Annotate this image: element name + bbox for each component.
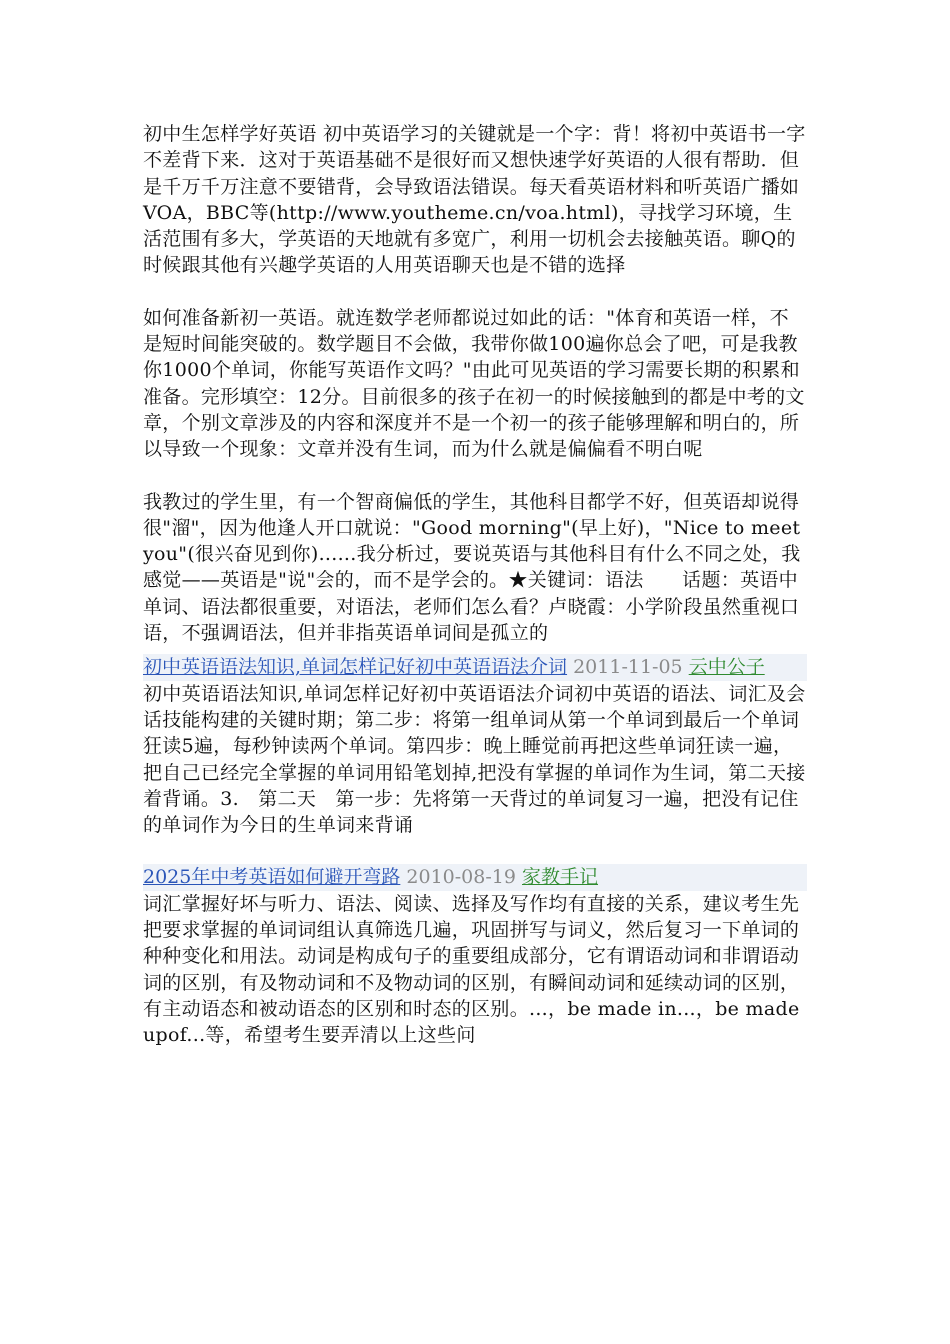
result-header xyxy=(143,654,807,680)
paragraph-spacer xyxy=(143,838,807,864)
result-source-link[interactable]: 家教手记 xyxy=(522,866,599,889)
result-snippet: 初中英语语法知识,单词怎样记好初中英语语法介词初中英语的语法、词汇及会话技能构建的关键时期；第二步：将第一组单词从第一个单词到最后一个单词狂读5遍，每秒钟读两个单词。第四步：晚上睡觉前再把这些单词狂读一遍，把自己已经完全掌握的单词用铅笔划掉,把没有掌握的单词作为生词，第二天接着背诵。3. 第二天 第一步：先将第一天背过的单词复习一遍，把没有记住的单词作为今日的生单词来背诵 xyxy=(143,682,806,837)
document-page xyxy=(143,121,807,1049)
paragraph-spacer xyxy=(143,279,807,305)
paragraph: 初中生怎样学好英语 初中英语学习的关键就是一个字：背！将初中英语书一字不差背下来．这对于英语基础不是很好而又想快速学好英语的人很有帮助．但是千万千万注意不要错背，会导致语法错误。每天看英语材料和听英语广播如VOA，BBC等(http://www.youtheme.cn/voa.html)，寻找学习环境，生活范围有多大，学英语的天地就有多宽广，利用一切机会去接触英语。聊Q的时候跟其他有兴趣学英语的人用英语聊天也是不错的选择 xyxy=(143,123,806,277)
result-date: 2010-08-19 xyxy=(406,866,516,889)
search-result xyxy=(143,864,807,1048)
search-result xyxy=(143,654,807,838)
result-header xyxy=(143,864,807,890)
result-date: 2011-11-05 xyxy=(573,656,683,679)
result-source-link[interactable]: 云中公子 xyxy=(688,656,765,679)
paragraph: 我教过的学生里，有一个智商偏低的学生，其他科目都学不好，但英语却说得很"溜"，因为他逢人开口就说："Good morning"(早上好)，"Nice to meet you"(很兴奋见到你)......我分析过，要说英语与其他科目有什么不同之处，我感觉——英语是"说"会的，而不是学会的。★关键词：语法 话题：英语中单词、语法都很重要，对语法，老师们怎么看？卢晓霞：小学阶段虽然重视口语，不强调语法，但并非指英语单词间是孤立的 xyxy=(143,490,801,645)
paragraph: 如何准备新初一英语。就连数学老师都说过如此的话："体育和英语一样，不是短时间能突破的。数学题目不会做，我带你做100遍你总会了吧，可是我教你1000个单词，你能写英语作文吗？"由此可见英语的学习需要长期的积累和准备。完形填空：12分。目前很多的孩子在初一的时候接触到的都是中考的文章，个别文章涉及的内容和深度并不是一个初一的孩子能够理解和明白的，所以导致一个现象：文章并没有生词，而为什么就是偏偏看不明白呢 xyxy=(143,306,805,461)
result-title-link[interactable]: 2025年中考英语如何避开弯路 xyxy=(143,866,401,889)
result-snippet: 词汇掌握好坏与听力、语法、阅读、选择及写作均有直接的关系，建议考生先把要求掌握的单词词组认真筛选几遍，巩固拼写与词义，然后复习一下单词的种种变化和用法。动词是构成句子的重要组成部分，它有谓语动词和非谓语动词的区别，有及物动词和不及物动词的区别，有瞬间动词和延续动词的区别，有主动语态和被动语态的区别和时态的区别。...，be made in...，be made upof...等，希望考生要弄清以上这些问 xyxy=(143,892,800,1047)
paragraph-spacer xyxy=(143,646,807,654)
result-title-link[interactable]: 初中英语语法知识,单词怎样记好初中英语语法介词 xyxy=(143,656,568,679)
paragraph-spacer xyxy=(143,463,807,489)
